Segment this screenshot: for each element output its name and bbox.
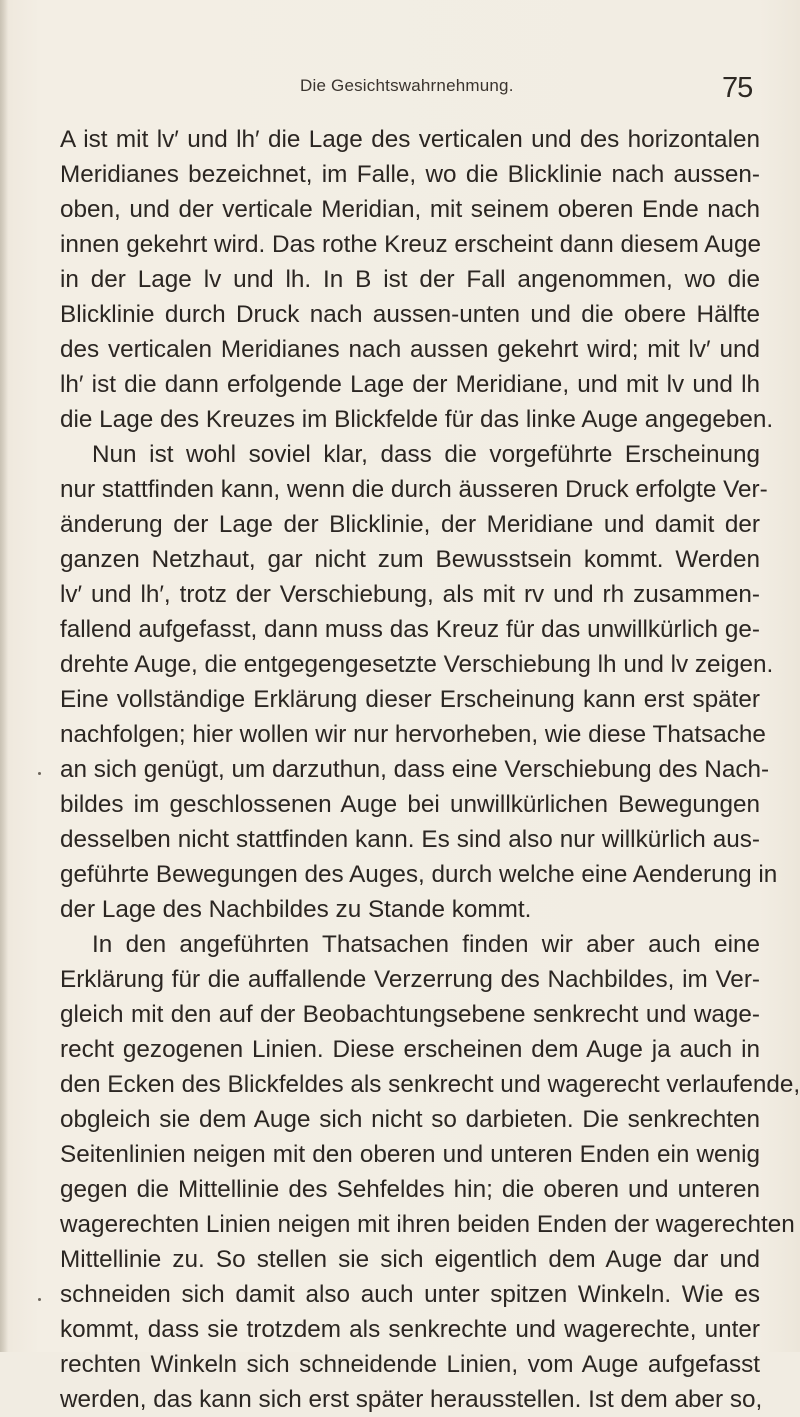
text-line: bildes im geschlossenen Auge bei unwillkürlichen Bewegungen — [60, 791, 760, 818]
text-line: oben, und der verticale Meridian, mit seinem oberen Ende nach — [60, 196, 760, 223]
text-line: A ist mit lv′ und lh′ die Lage des verticalen und des horizontalen — [60, 126, 760, 153]
text-line: ganzen Netzhaut, gar nicht zum Bewusstsein kommt. Werden — [60, 546, 760, 573]
text-line: die Lage des Kreuzes im Blickfelde für das linke Auge angegeben. — [60, 406, 774, 433]
paragraph-start-line: Nun ist wohl soviel klar, dass die vorgeführte Erscheinung — [92, 441, 760, 468]
text-line: gleich mit den auf der Beobachtungsebene senkrecht und wage- — [60, 1001, 760, 1028]
text-line: nachfolgen; hier wollen wir nur hervorheben, wie diese Thatsache — [60, 721, 766, 748]
page-number: 75 — [722, 72, 753, 104]
body-text — [60, 122, 800, 1417]
paragraph-start-line: In den angeführten Thatsachen finden wir aber auch eine — [92, 931, 760, 958]
text-line: drehte Auge, die entgegengesetzte Verschiebung lh und lv zeigen. — [60, 651, 774, 678]
text-line: fallend aufgefasst, dann muss das Kreuz für das unwillkürlich ge- — [60, 616, 760, 643]
text-line: Erklärung für die auffallende Verzerrung des Nachbildes, im Ver- — [60, 966, 760, 993]
text-line: wagerechten Linien neigen mit ihren beiden Enden der wagerechten — [60, 1211, 795, 1238]
text-line: werden, das kann sich erst später herausstellen. Ist dem aber so, — [60, 1386, 763, 1413]
text-line: Meridianes bezeichnet, im Falle, wo die Blicklinie nach aussen- — [60, 161, 760, 188]
text-line: rechten Winkeln sich schneidende Linien, vom Auge aufgefasst — [60, 1351, 760, 1378]
text-line: lv′ und lh′, trotz der Verschiebung, als mit rv und rh zusammen- — [60, 581, 760, 608]
margin-speck — [38, 772, 41, 775]
text-line: obgleich sie dem Auge sich nicht so darbieten. Die senkrechten — [60, 1106, 760, 1133]
text-line: innen gekehrt wird. Das rothe Kreuz erscheint dann diesem Auge — [60, 231, 761, 258]
paragraph-end-line: der Lage des Nachbildes zu Stande kommt. — [60, 896, 532, 923]
binding-shadow — [0, 0, 8, 1352]
text-line: lh′ ist die dann erfolgende Lage der Meridiane, und mit lv und lh — [60, 371, 760, 398]
text-line: desselben nicht stattfinden kann. Es sind also nur willkürlich aus- — [60, 826, 760, 853]
text-line: Blicklinie durch Druck nach aussen-unten und die obere Hälfte — [60, 301, 760, 328]
text-line: Eine vollständige Erklärung dieser Erscheinung kann erst später — [60, 686, 760, 713]
text-line: des verticalen Meridianes nach aussen gekehrt wird; mit lv′ und — [60, 336, 760, 363]
text-line: geführte Bewegungen des Auges, durch welche eine Aenderung in — [60, 861, 778, 888]
text-line: kommt, dass sie trotzdem als senkrechte und wagerechte, unter — [60, 1316, 760, 1343]
text-line: den Ecken des Blickfeldes als senkrecht und wagerecht verlaufende, — [60, 1071, 800, 1098]
running-head: Die Gesichtswahrnehmung. — [300, 76, 514, 95]
text-line: Mittellinie zu. So stellen sie sich eigentlich dem Auge dar und — [60, 1246, 760, 1273]
text-line: Seitenlinien neigen mit den oberen und unteren Enden ein wenig — [60, 1141, 760, 1168]
text-line: recht gezogenen Linien. Diese erscheinen dem Auge ja auch in — [60, 1036, 760, 1063]
text-line: gegen die Mittellinie des Sehfeldes hin; die oberen und unteren — [60, 1176, 760, 1203]
text-line: nur stattfinden kann, wenn die durch äusseren Druck erfolgte Ver- — [60, 476, 768, 503]
text-line: änderung der Lage der Blicklinie, der Meridiane und damit der — [60, 511, 760, 538]
text-line: an sich genügt, um darzuthun, dass eine Verschiebung des Nach- — [60, 756, 770, 783]
page-header — [0, 72, 800, 108]
text-line: schneiden sich damit also auch unter spitzen Winkeln. Wie es — [60, 1281, 760, 1308]
text-line: in der Lage lv und lh. In B ist der Fall angenommen, wo die — [60, 266, 760, 293]
margin-speck — [38, 1298, 41, 1301]
